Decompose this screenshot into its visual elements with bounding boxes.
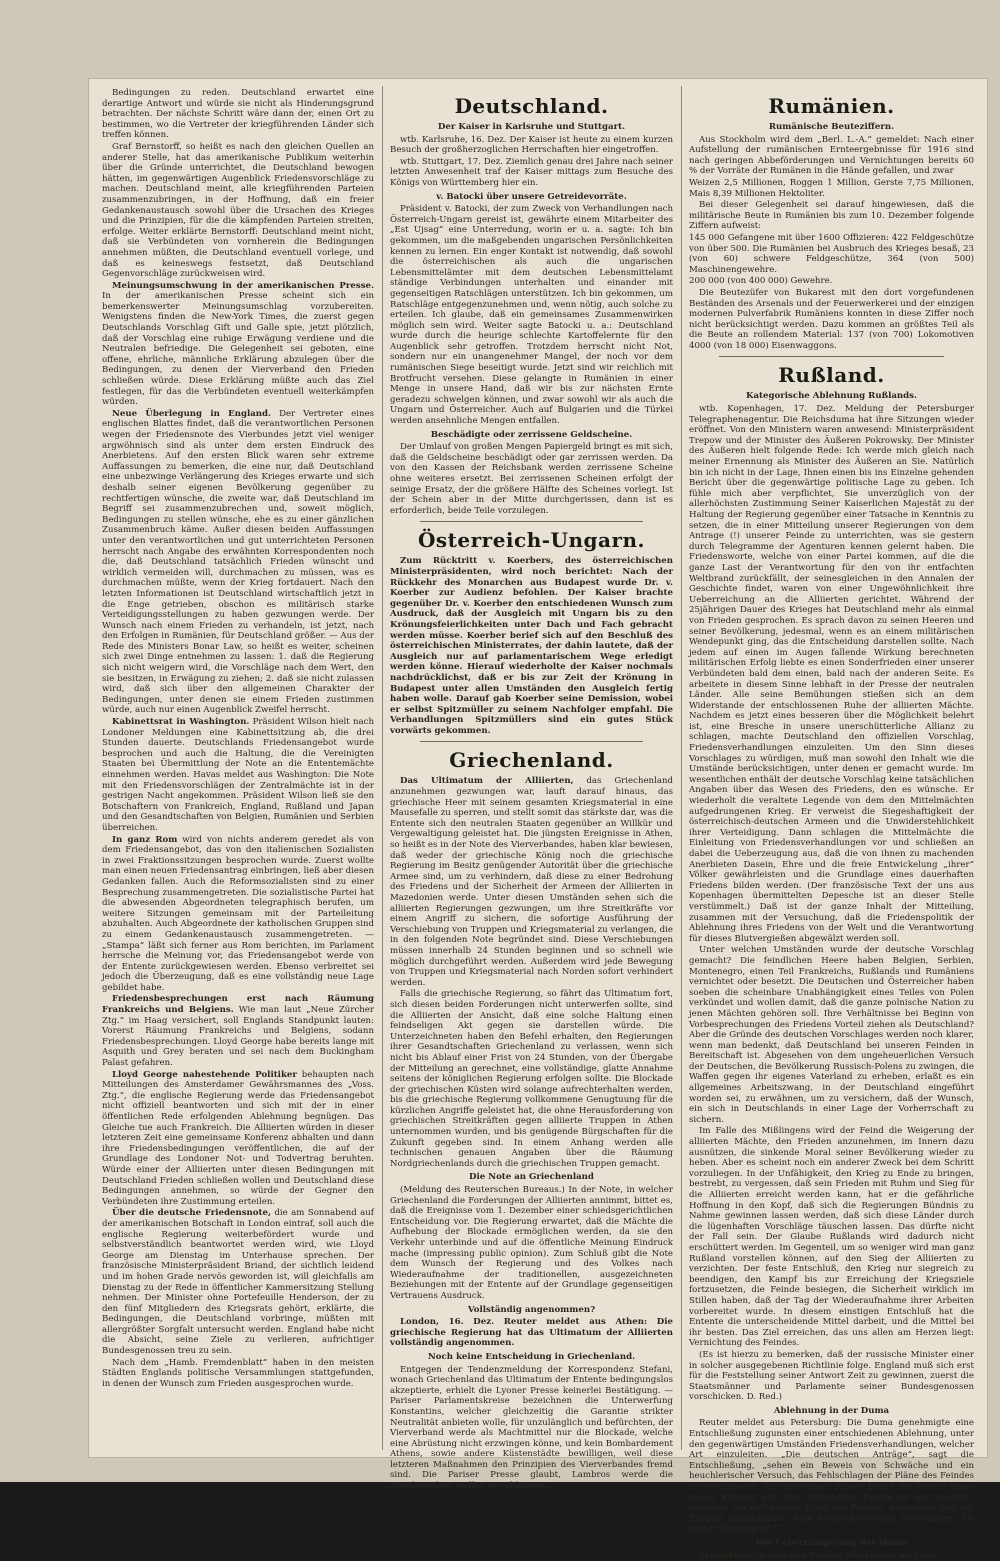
figures-line: Weizen 2,5 Millionen, Roggen 1 Million, Gerste 7,75 Millionen, Mais 8,39 Millionen Hektoliter. [689,177,974,199]
paragraph-lead: Über die deutsche Friedensnote, [112,1208,271,1219]
subheading: Ablehnung in der Duma [773,1405,890,1416]
paragraph: (Es ist hierzu zu bemerken, daß der russische Minister einer in solcher ausgegebenen Richtlinie folge. England muß sich erst für die Feststellung seiner Antwort Zeit zu gewinnen, zuerst die Staatsmänner und Parlamente seiner Bundesgenossen vorschicken. D. Red.) [689,1349,974,1403]
subheading: Kategorische Ablehnung Rußlands. [745,391,918,402]
paragraph [390,776,673,988]
paragraph: wtb. Stuttgart, 17. Dez. Ziemlich genau drei Jahre nach seiner letzten Anwesenheit traf der Kaiser mittags zum Besuche des Königs von Württemberg hier ein. [390,156,673,188]
paragraph-lead: Meinungsumschwung in der amerikanischen Presse. [112,280,374,291]
section-heading-deutschland: Deutschland. [454,94,609,118]
paragraph [102,409,374,716]
paragraph: Reuter meldet aus Petersburg: Die Duma genehmigte eine Entschließung zugunsten einer entschiedenen Ablehnung, unter den gegenwärtigen Umständen Friedensverhandlungen, welcher Art einzuleiten. „Die deutschen Anträge“, sagt die Entschließung, „sehen ein Beweis von Schwäche und ein heuchlerischer Versuch, das Fehlschlagen der Pläne des Feindes zu verschleiern. Ein vorzeitiger Friede bringt die Gefahr eines neuen Krieges mit. Ein dauerhafter Friede ist nur möglich, nachdem die militärische Kraft des Feindes gebrochen und der Ehrgeiz Deutschlands, eine Vormachtstellung zu erlangen, für immer beseitigt ist.“ [689,1418,974,1535]
figures-block [689,178,974,199]
paragraph: London, 16. Dez. Reuter meldet aus Athen: Die griechische Regierung hat das Ultimatum der Alliierten vollständig angenommen. [390,1317,673,1349]
paragraph: Aus Stockholm wird dem „Berl. L.-A.“ gemeldet: Nach einer Aufstellung der rumänischen Ernteergebnisse für 1916 sind nach geringen Abbeförderungen und Vernichtungen bereits 60 % der Vorräte der Rumänen in die Hände gefallen, und zwar [689,134,974,177]
column-right [689,88,974,1561]
paragraph: Bedingungen zu reden. Deutschland erwartet eine derartige Antwort und würde sie nicht als Hinderungsgrund betrachten. Der nächste Schritt wäre dann der, einen Ort zu bestimmen, wo die Vertreter der kriegführenden Länder sich treffen können. [102,88,374,141]
paragraph-body: wird von nichts anderem geredet als von dem Friedensangebot, das von den italienischen Sozialisten in zwei Fraktionssitzungen besprochen wurde. Zuerst wollte man einen neuen Friedensantrag einbringen, ließ aber diesen Gedanken fallen. Auch die Reformsozialisten sind zu einer Besprechung zusammengetreten. Die sozialistische Partei hat die abwesenden Abgeordneten telegraphisch berufen, um weitere Sitzungen gemeinsam mit der Parteileitung abzuhalten. Auch Abgeordnete der katholischen Gruppen sind zu einem Gedankenaustausch zusammengetreten. — „Stampa“ läßt sich ferner aus Rom berichten, im Parlament herrsche die Meinung vor, das Friedensangebot werde von der Entente zurückgewiesen werden. Ebenso verbreitet sei jedoch die Überzeugung, daß es eine vollständig neue Lage gebildet habe. [102,834,375,993]
paragraph-lead: Lloyd George nahestehende Politiker [112,1069,297,1080]
subheading: Beschädigte oder zerrissene Geldscheine. [430,429,633,440]
paragraph: Die Beutezüfer von Bukarest mit den dort vorgefundenen Beständen des Arsenals und der Feuerwerkerei und der einzigen modernen Pulverfabrik Rumäniens konnten in diese Ziffer noch nicht berücksichtigt werden. Dazu kommen an größtes Teil als die Beute an rollendem Material: 137 (von 700) Lokomotiven 4000 (von 18 000) Eisenwaggons. [689,287,974,351]
section-heading-rumaenien: Rumänien. [768,94,895,118]
paragraph: Nach dem „Hamb. Fremdenblatt“ haben in den meisten Städten Englands politische Versammlungen stattgefunden, in denen der Wunsch zum Frieden ausgesprochen wurde. [102,1357,374,1389]
paragraph: Unter welchen Umständen wurde der deutsche Vorschlag gemacht? Die feindlichen Heere haben Belgien, Serbien, Montenegro, einen Teil Frankreichs, Rußlands und Rumäniens vernichtet oder besetzt. Die Deutschen und Österreicher haben soeben die scheinbare Unabhängigkeit eines Teiles von Polen verkündet und wollen damit, daß die ganze polnische Nation zu jenen Mächten gehören soll. Ihre Verhältnisse bei Beginn von Vorbesprechungen des Friedens Vorteil ziehen als Deutschland? Aber die Gründe des deutschen Vorschlages werden noch klarer, wenn man bedenkt, daß Deutschland bei unseren Feinden in Bereitschaft ist. Abgesehen von dem ungeheuerlichen Versuch der Deutschen, die Bevölkerung Russisch-Polens zu zwingen, die Waffen gegen ihr eigenes Vaterland zu erheben, erlaßt es ein allgemeines Arbeitszwang, in der Deutschland eingeführt worden sei, zu erwähnen, um zu versichern, daß der Wunsch, ein sich in Deutschlands in einer Lage der Vorherrschaft zu sichern. [689,945,974,1125]
newspaper-page [88,78,988,1561]
paragraph: Entgegen der Tendenzmeldung der Korrespondenz Stefani, wonach Griechenland das Ultimatum der Entente bedingungslos akzeptierte, erhielt die Lyoner Presse keinerlei Bestätigung. — Pariser Parlamentskreise bezeichnen die Unterwerfung Konstantins, welcher gleichzeitig die Garantie strikter Neutralität anbieten wolle, für unzulänglich und befürchten, der Vierverband werde als Machtmittel nur die Blockade, welche eine Abrüstung nicht erzwingen könne, und kein Bombardement Athens, sowie andere Küstenstädte bewilligen, weil diese letzteren Maßnahmen den Prinzipien des Vierverbandes fremd sind. Die Pariser Presse glaubt, Lambros werde die Angelegenheit endlos verschleppen. [390,1364,673,1492]
paragraph-lead: Kabinettsrat in Washington. [112,717,250,728]
subheading: Der Kaiser in Karlsruhe und Stuttgart. [437,122,626,132]
paragraph: Der Umlauf von großen Mengen Papiergeld bringt es mit sich, daß die Geldscheine beschädigt oder gar zerrissen werden. Da von den Kassen der Reichsbank werden zerrissene Scheine ohne weiteres ersetzt. Bei zerrissenen Scheinen erfolgt der seinige Ersatz, der die größere Hälfte des Scheines vorlegt. Ist der Schein aber in der Mitte durchgerissen, dann ist es erforderlich, beide Teile vorzulegen. [390,442,673,516]
subheading: v. Batocki über unsere Getreidevorräte. [436,191,627,202]
subheading: Noch keine Entscheidung in Griechenland. [427,1351,636,1362]
figures-block [689,233,974,287]
column-left [102,88,374,1448]
paragraph-lead: In ganz Rom [112,834,178,845]
column-rule [681,86,682,1450]
paragraph [102,994,374,1068]
figures-line: 145 000 Gefangene mit über 1600 Offizieren: 422 Feldgeschütze von über 500. Die Rumänien bei Ausbruch des Krieges besaß, 23 (von 60) schwere Feldgeschütze, 364 (von 500) Maschinengewehre. [689,232,974,275]
paragraph [102,1208,374,1356]
section-divider [420,521,643,522]
section-heading-oesterreich-ungarn: Österreich-Ungarn. [417,528,646,553]
paragraph [102,717,374,834]
column-middle [390,88,674,1492]
subheading: Die Note an Griechenland [469,1172,594,1183]
paragraph [102,281,374,408]
paragraph: wtb. Karlsruhe, 16. Dez. Der Kaiser ist heute zu einem kurzen Besuch der großherzoglichen Herrschaften hier eingetroffen. [390,134,673,156]
section-divider [420,741,643,742]
subheading: Vollständig angenommen? [467,1304,596,1315]
paragraph-body: In der amerikanischen Presse scheint sich ein bemerkenswerter Meinungsumschlag vorzubereiten. Wenigstens finden die New-York Times, die zuerst gegen Deutschlands Vorschlag Gift und Galle spie, jetzt plötzlich, daß der Vorschlag eine ruhige Erwägung verdiene und die Neutralen befriedige. Die Gelegenheit sei geboten, eine offene, ehrliche, männliche Erklärung abzulegen über die Bedingungen, zu denen der Vierverband den Frieden schließen würde. Diese Erklärung müßte auch das Ziel festlegen, für das die Verbündeten eventuell weiterkämpfen würden. [102,291,374,408]
subheading: Die Ueberrumpelung der Duma [755,1538,908,1548]
paragraph: Falls die griechische Regierung, so fährt das Ultimatum fort, sich diesen beiden Forderungen nicht unterwerfen sollte, sind die Alliierten der Ansicht, daß eine solche Haltung einen feindseligen Akt gegen sie darstellen würde. Die Unterzeichneten haben den Befehl erhalten, den Regierungen ihrer Gesandtschaften Griechenland zu verlassen, wenn sich nicht bis Ablauf einer Frist von 24 Stunden, von der Übergabe der Mitteilung an gerechnet, eine vollständige, glatte Annahme seitens der königlichen Regierung erfolgen sollte. Die Blockade der griechischen Küsten wird solange aufrechterhalten werden, bis die griechische Regierung vollkommene Genugtuung für die kürzlichen Angriffe geleistet hat, die ohne Herausforderung von griechischen Streitkräften gegen alliierte Truppen in Athen unternommen wurden, und bis genügende Bürgschaften für die Zukunft gegeben sind. In einem Anhang werden alle technischen genauen Angaben über die Räumung Nordgriechenlands durch die griechischen Truppen gemacht. [390,989,673,1169]
subheading: Rumänische Beuteziffern. [768,122,895,132]
figures-line: 200 000 (von 400 000) Gewehre. [689,276,833,287]
paragraph-body: das Griechenland anzunehmen gezwungen war, lauft darauf hinaus, das griechische Heer mit seinem gesamten Kriegsmaterial in eine Mausefalle zu sperren, und stellt somit das stärkste dar, was die Entente sich den neutralen Staaten gegenüber an Willkür und Vergewaltigung geleistet hat. Die jüngsten Ereignisse in Athen, so heißt es in der Note des Vierverbandes, haben klar bewiesen, daß weder der griechische König noch die griechische Regierung im Besitz genügender Autorität über die griechische Armee sind, um zu verhindern, daß diese zu einer Bedrohung des Friedens und der Sicherheit der Armeen der Alliierten in Mazedonien werde. Unter diesen Umständen sehen sich die alliierten Regierungen gezwungen, um ihre Streitkräfte vor einem Angriff zu sichern, die sofortige Ausführung der Verschiebung von Truppen und Kriegsmaterial zu verlangen, die in den folgenden Note begründet sind. Diese Verschiebungen müssen innerhalb 24 Stunden beginnen und so schnell wie möglich durchgeführt werden. Außerdem wird jede Bewegung von Truppen und Kriegsmaterial nach Norden sofort verhindert werden. [390,776,674,988]
paragraph-body: behaupten nach Mitteilungen des Amsterdamer Gewährsmannes des „Voss. Ztg.“, die englische Regierung werde das Friedensangebot nicht offiziell beantworten und sich mit der in einer öffentlichen Rede erfolgenden Ablehnung begnügen. Das Gleiche tue auch Frankreich. Die Alliierten würden in dieser letzteren Zeit eine gemeinsame Konferenz abhalten und dann ihre Friedensbedingungen veröffentlichen, die auf der Grundlage des Londoner Not- und Todvertrag beruhten. Würde einer der Alliierten unter diesen Bedingungen mit Deutschland Frieden schließen wollen und Deutschland diese Bedingungen annehmen, so würde der Gegner den Verbündeten ihre Zustimmung erteilen. [102,1069,375,1207]
paragraph: wtb. Kopenhagen, 17. Dez. Meldung der Petersburger Telegraphenagentur. Die Reichsduma hat ihre Sitzungen wieder eröffnet. Von den Ministern waren anwesend: Ministerpräsident Trepow und der Minister des Äußeren Pokrowsky. Der Minister des Äußeren hielt folgende Rede: Ich werde mich gleich nach meiner Ernennung als Minister des Äußeren an Sie. Natürlich bin ich nicht in der Lage, Ihnen einen bis ins Einzelne gehenden Bericht über die gegenwärtige politische Lage zu geben. Ich fühle mich aber verpflichtet, Sie unverzüglich von der allerhöchsten Zustimmung Seiner Kaiserlichen Majestät zu der Haltung der Regierung gegenüber einer Tatsache in Kenntnis zu setzen, die in einer Mitteilung unserer Regierungen von dem Antrage (!) unserer Feinde zu unterrichten, was sie gestern durch Telegramme der Agenturen kennen gelernt haben. Die Friedensworte, welche von einer Partei kommen, auf die die ganze Last der Verantwortung für den von ihr entfachten Weltbrand zurückfällt, der seinesgleichen in den Annalen der Geschichte findet, waren von einer Ungewöhnlichkeit ihre Ueberreichung an die Alliierten gerichtet. Während der 25jährigen Dauer des Krieges hat Deutschland mehr als einmal von Frieden gesprochen. Es sprach davon zu seinen Heeren und seiner Bevölkerung, jedesmal, wenn es an einem militärischen Wendepunkt ging, das die Entscheidung darstellen sollte. Nach jedem auf einen im Augen fallende Wirkung berechneten militärischen Erfolg liebte es einen Sonderfrieden einer unserer Verbündeten bald dem einen, bald nach der anderen Seite. Es arbeitete in diesem Sinne lebhaft in der Presse der neutralen Länder. Alle seine Bemühungen stießen sich an dem Widerstande der entschlossenen Ruhe der alliierten Mächte. Nachdem es jetzt eines besseren über die Möglichkeit belehrt ist, eine Bresche in unsere unerschütterliche Allianz zu schlagen, machte Deutschland den offiziellen Vorschlag, Friedensverhandlungen einzuleiten. Um den Sinn dieses Vorschlages zu würdigen, muß man sowohl den Inhalt wie die Umstände berücksichtigen, unter denen er gemacht wurde. Im wesentlichen enthält der deutsche Vorschlag keine tatsächlichen Angaben über das Wesen des Friedens, den es wünsche. Er wiederholt die veraltete Legende von dem den Mittelmächten aufgedrungenen Krieg. Er verweist die Siegeshaftigkeit der österreichisch-deutschen Armeen und die Unwiderstehlichkeit ihrer Verteidigung. Dann schlagen die Mittelmächte die Einleitung von Friedensverhandlungen vor und schließen an dabei die Ueberzeugung aus, daß die von ihnen zu machenden Anerbieten Dasein, Ehre und die freie Entwickelung „ihrer“ Völker gewährleisten und die Grundlage eines dauerhaften Friedens bilden werden. (Der französische Text der uns aus Kopenhagen übermittelten Depesche ist an dieser Stelle verstümmelt.) Daß ist der ganze Inhalt der Mitteilung, zusammen mit der Versuchung, daß die Friedenspolitik der Ablehnung ihres Friedens von der Welt und die Verantwortung für dieses Blutvergießen abgewälzt werden soll. [689,404,974,944]
column-rule [382,86,383,1450]
paragraph-body: Wie man laut „Neue Zürcher Ztg.“ im Haag versichert, soll Englands Standpunkt lauten: Vorerst Räumung Frankreichs und Belgiens, sodann Friedensbesprechungen. Lloyd George habe bereits lange mit Asquith und Grey beraten und sei nach dem Buckingham Palast gefahren. [102,1005,374,1069]
paragraph-lead: Neue Überlegung in England. [112,408,272,419]
paragraph-body: Präsident Wilson hielt nach Londoner Meldungen eine Kabinettsitzung ab, die drei Stunden dauerte. Deutschlands Friedensangebot wurde besprochen und auch die Haltung, die die Vereinigten Staaten bei Übermittlung der Note an die Ententemächte einnehmen werden. Havas meldet aus Washington: Die Note mit den Friedensvorschlägen der Zentralmächte ist in der gestrigen Nacht angekommen. Präsident Wilson ließ sie den Botschaftern von Frankreich, England, Rußland und Japan und den Gesandtschaften von Belgien, Rumänien und Serbien überreichen. [102,717,374,833]
paragraph-lead: Friedensbesprechungen erst nach Räumung Frankreichs und Belgiens. [102,994,374,1016]
paragraph: Präsident v. Batocki, der zum Zweck von Verhandlungen nach Österreich-Ungarn gereist ist, gewährte einem Mitarbeiter des „Est Ujsag“ eine Unterredung, worin er u. a. sagte: Ich bin gekommen, um die maßgebenden ungarischen Persönlichkeiten kennen zu lernen. Ein enger Kontakt ist notwendig, daß sowohl die österreichischen als auch die ungarischen Lebensmittelämter mit dem deutschen Lebensmittelamt ständige Verbindungen unterhalten und einander mit gegenseitigen Ratschlägen unterstützen. Ich bin gekommen, um Ratschläge entgegenzunehmen und, wenn nötig, auch solche zu erteilen. Ich glaube, daß ein gemeinsames Zusammenwirken möglich sein wird. Weiter sagte Batocki u. a.: Deutschland wurde durch die heurige schlechte Kartoffelernte für den Augenblick sehr getroffen. Trotzdem herrscht nicht Not, sondern nur ein unangenehmer Mangel, der noch vor dem rumänischen Siege beseitigt wurde. Jetzt sind wir reichlich mit Brotfrucht versehen. Diese gelangte in Rumänien in einer Menge in unsere Hand, daß wir bis zur nächsten Ernte geradezu schwelgen können, und zwar sowohl wir als auch die Ungarn und Österreicher. Auch auf Bulgarien und die Türkei werden ansehnliche Mengen entfallen. [390,204,673,427]
section-heading-griechenland: Griechenland. [449,748,614,773]
paragraph: Bei dieser Gelegenheit sei darauf hingewiesen, daß die militärische Beute in Rumänien bis zum 10. Dezember folgende Ziffern aufweist: [689,200,974,232]
paragraph-body: Der Vertreter eines englischen Blattes findet, daß die verantwortlichen Personen wegen der Friedensnote des Vierbundes jetzt viel weniger argwöhnisch sind als unter dem ersten Eindruck des Anerbietens. Auf den ersten Blick waren sehr extreme Auffassungen zu bemerken, die eine nur, daß Deutschland eine unbezwinge Verlängerung des Krieges erwarte und sich deshalb seiner eigenen Bevölkerung gegenüber zu rechtfertigen wünsche, die zweite war, daß Deutschland im Begriff sei zusammenzubrechen und, soweit möglich, Bedingungen zu stellen wünsche, ehe es zu einer gänzlichen Zusammenbruch käme. Außer diesen beiden Auffassungen unter den verantwortlichen und gut unterrichteten Personen herrscht nach Angabe des erwähnten Korrespondenten noch die, daß Deutschland tatsächlich Frieden wünscht und wirklich vermeiden will, durchmachen zu müssen, was es durchmachen müßte, wenn der Krieg fortdauert. Nach den letzten Informationen ist Deutschland wirtschaftlich jetzt in die Enge getrieben, obschon es militärisch starke Verteidigungsstellungen zu haben gezwungen werde. Der Wunsch nach einem Frieden zu verhandeln, ist jetzt, nach den Erfolgen in Rumänien, für Deutschland größer. — Aus der Rede des Ministers Bonar Law, so heißt es weiter, scheinen sich zwei Dinge entnehmen zu lassen: 1. daß die Regierung sich nicht weigern wird, die Vorschläge nach dem Wert, den sie besitzen, in Erwägung zu ziehen; 2. daß sie nicht zulassen wird, daß sich über den allgemeinen Charakter der Bedingungen, unter denen sie einem Frieden zustimmen würde, auch nur einen Augenblick Zweifel herrscht. [102,408,374,716]
paragraph: Zum Rücktritt v. Koerbers, des österreichischen Ministerpräsidenten, wird noch berichtet: Nach der Rückkehr des Monarchen aus Budapest wurde Dr. v. Koerber zur Audienz befohlen. Der Kaiser brachte gegenüber Dr. v. Koerber den entschiedenen Wunsch zum Ausdruck, daß der Ausgleich mit Ungarn bis zu den Krönungsfeierlichkeiten unter Dach und Fach gebracht werden müsse. Koerber berief sich auf den Beschluß des österreichischen Ministerrates, der dahin lautete, daß der Ausgleich nur auf parlamentarischem Wege erledigt werden könne. Hierauf wiederholte der Kaiser nochmals nachdrücklichst, daß er bis zur Zeit der Krönung in Budapest unter allen Umständen den Ausgleich fertig haben wolle. Darauf gab Koerber seine Demission, wobei er selbst Spitzmüller zu seinem Nachfolger empfahl. Die Verhandlungen Spitzmüllers sind ein gutes Stück vorwärts gekommen. [390,556,673,736]
paragraph: In objektiven politischen Kreisen Stockholms wird der [699,1550,936,1561]
paragraph: Im Falle des Mißlingens wird der Feind die Weigerung der alliierten Mächte, den Frieden anzunehmen, im Innern dazu ausnützen, die sinkende Moral seiner Bevölkerung wieder zu heben. Aber es scheint noch ein anderer Zweck bei dem Schritt vorzuliegen. In der Unfähigkeit, den Krieg zu Ende zu bringen, bestrebt, zu vergessen, daß sein Frieden mit Ruhm und Sieg für die Alliierten erreicht werden kann, hat er die gefährliche Hoffnung in den Kopf, daß sich die Regierungen Bündnis zu Nahme gewinnen lassen werden, daß sich diese Länder durch die lügenhaften Vorschläge täuschen lassen. Das dürfte nicht der Fall sein. Der Glaube Rußlands wird dadurch nicht erschüttert werden. Im Gegenteil, um so weniger wird man ganz Rußland vorstellen können, auf den Sieg der Alliierten zu verzichten. Der feste Entschluß, den Krieg nur siegreich zu beendigen, den Kampf bis zur Erreichung der Kriegsziele fortzusetzen, die Feinde besiegen, die Sicherheit wirklich im Stillen haben, daß der Tag der Wiederaufnahme ihrer Arbeiten vorbereitet wurde. In diesem einstigen Entschluß hat die Entente die unterscheidende Mittel darbeit, und die Mittel bei ihr besten. Das Ziel erreichen, das uns allen am Herzen liegt: Vernichtung des Feindes. [689,1126,974,1349]
paragraph [102,835,374,994]
paragraph [102,1070,374,1208]
paragraph-body: die am Sonnabend auf der amerikanischen Botschaft in London eintraf, soll auch die englische Regierung weiterbefördert wurde und selbstverständlich beantwortet werden wird, wie Lloyd George am Dienstag im Unterhause sprechen. Der französische Ministerpräsident Briand, der sichtlich leidend und im hohen Grade nervös geworden ist, will gleichfalls am Dienstag zu der Rede in öffentlicher Kammersitzung Stellung nehmen. Der Minister ohne Portefeuille Henderson, der zu den fünf Mitgliedern des Kriegsrats gehört, erklärte, die Bedingungen, die Deutschland vorbringe, müßten mit allergrößter Sorgfalt untersucht werden. England habe nicht die Absicht, seine Ziele zu verlieren, aufrichtiger Bundesgenossen treu zu sein. [102,1208,374,1357]
paragraph-lead: Das Ultimatum der Alliierten, [400,776,574,787]
section-heading-russland: Rußland. [778,363,885,388]
paragraph: Graf Bernstorff, so heißt es nach den gleichen Quellen an anderer Stelle, hat das amerikanische Publikum weiterhin über die Gründe unterrichtet, die Deutschland bewogen hätten, im gegenwärtigen Augenblick Friedensvorschläge zu machen. Deutschland meint, alle kriegführenden Parteien zusammenzubringen, in der Hoffnung, daß ein freier Gedankenaustausch sowohl über die Ursachen des Krieges und die Prinzipien, für die die kämpfenden Parteien streiten, erfolge. Weiter erklärte Bernstorff: Deutschland meint nicht, daß sie Verbündeten von vornherein die Bedingungen annehmen müßten, die Deutschland eventuell vorlege, und daß es keineswegs festsetzt, daß Deutschland Gegenvorschläge zurückweisen wird. [102,141,374,280]
section-divider [719,356,944,357]
paragraph: (Meldung des Reuterschen Bureaus.) In der Note, in welcher Griechenland die Forderungen der Alliierten annimmt, bittet es, daß die Ereignisse vom 1. Dezember einer schiedsgerichtlichen Entscheidung vor. Die Regierung erwartet, daß die Mächte die Aufhebung der Blockade ermöglichen werden, da sie den Verkehr unterbinde und auf die öffentliche Meinung Eindruck mache (impressing public opinion). Zum Schluß gibt die Note dem Wunsch der Regierung und des Volkes nach Wiederaufnahme der traditionellen, ausgezeichneten Beziehungen mit der Entente auf der Grundlage gegenseitigen Vertrauens Ausdruck. [390,1185,673,1301]
